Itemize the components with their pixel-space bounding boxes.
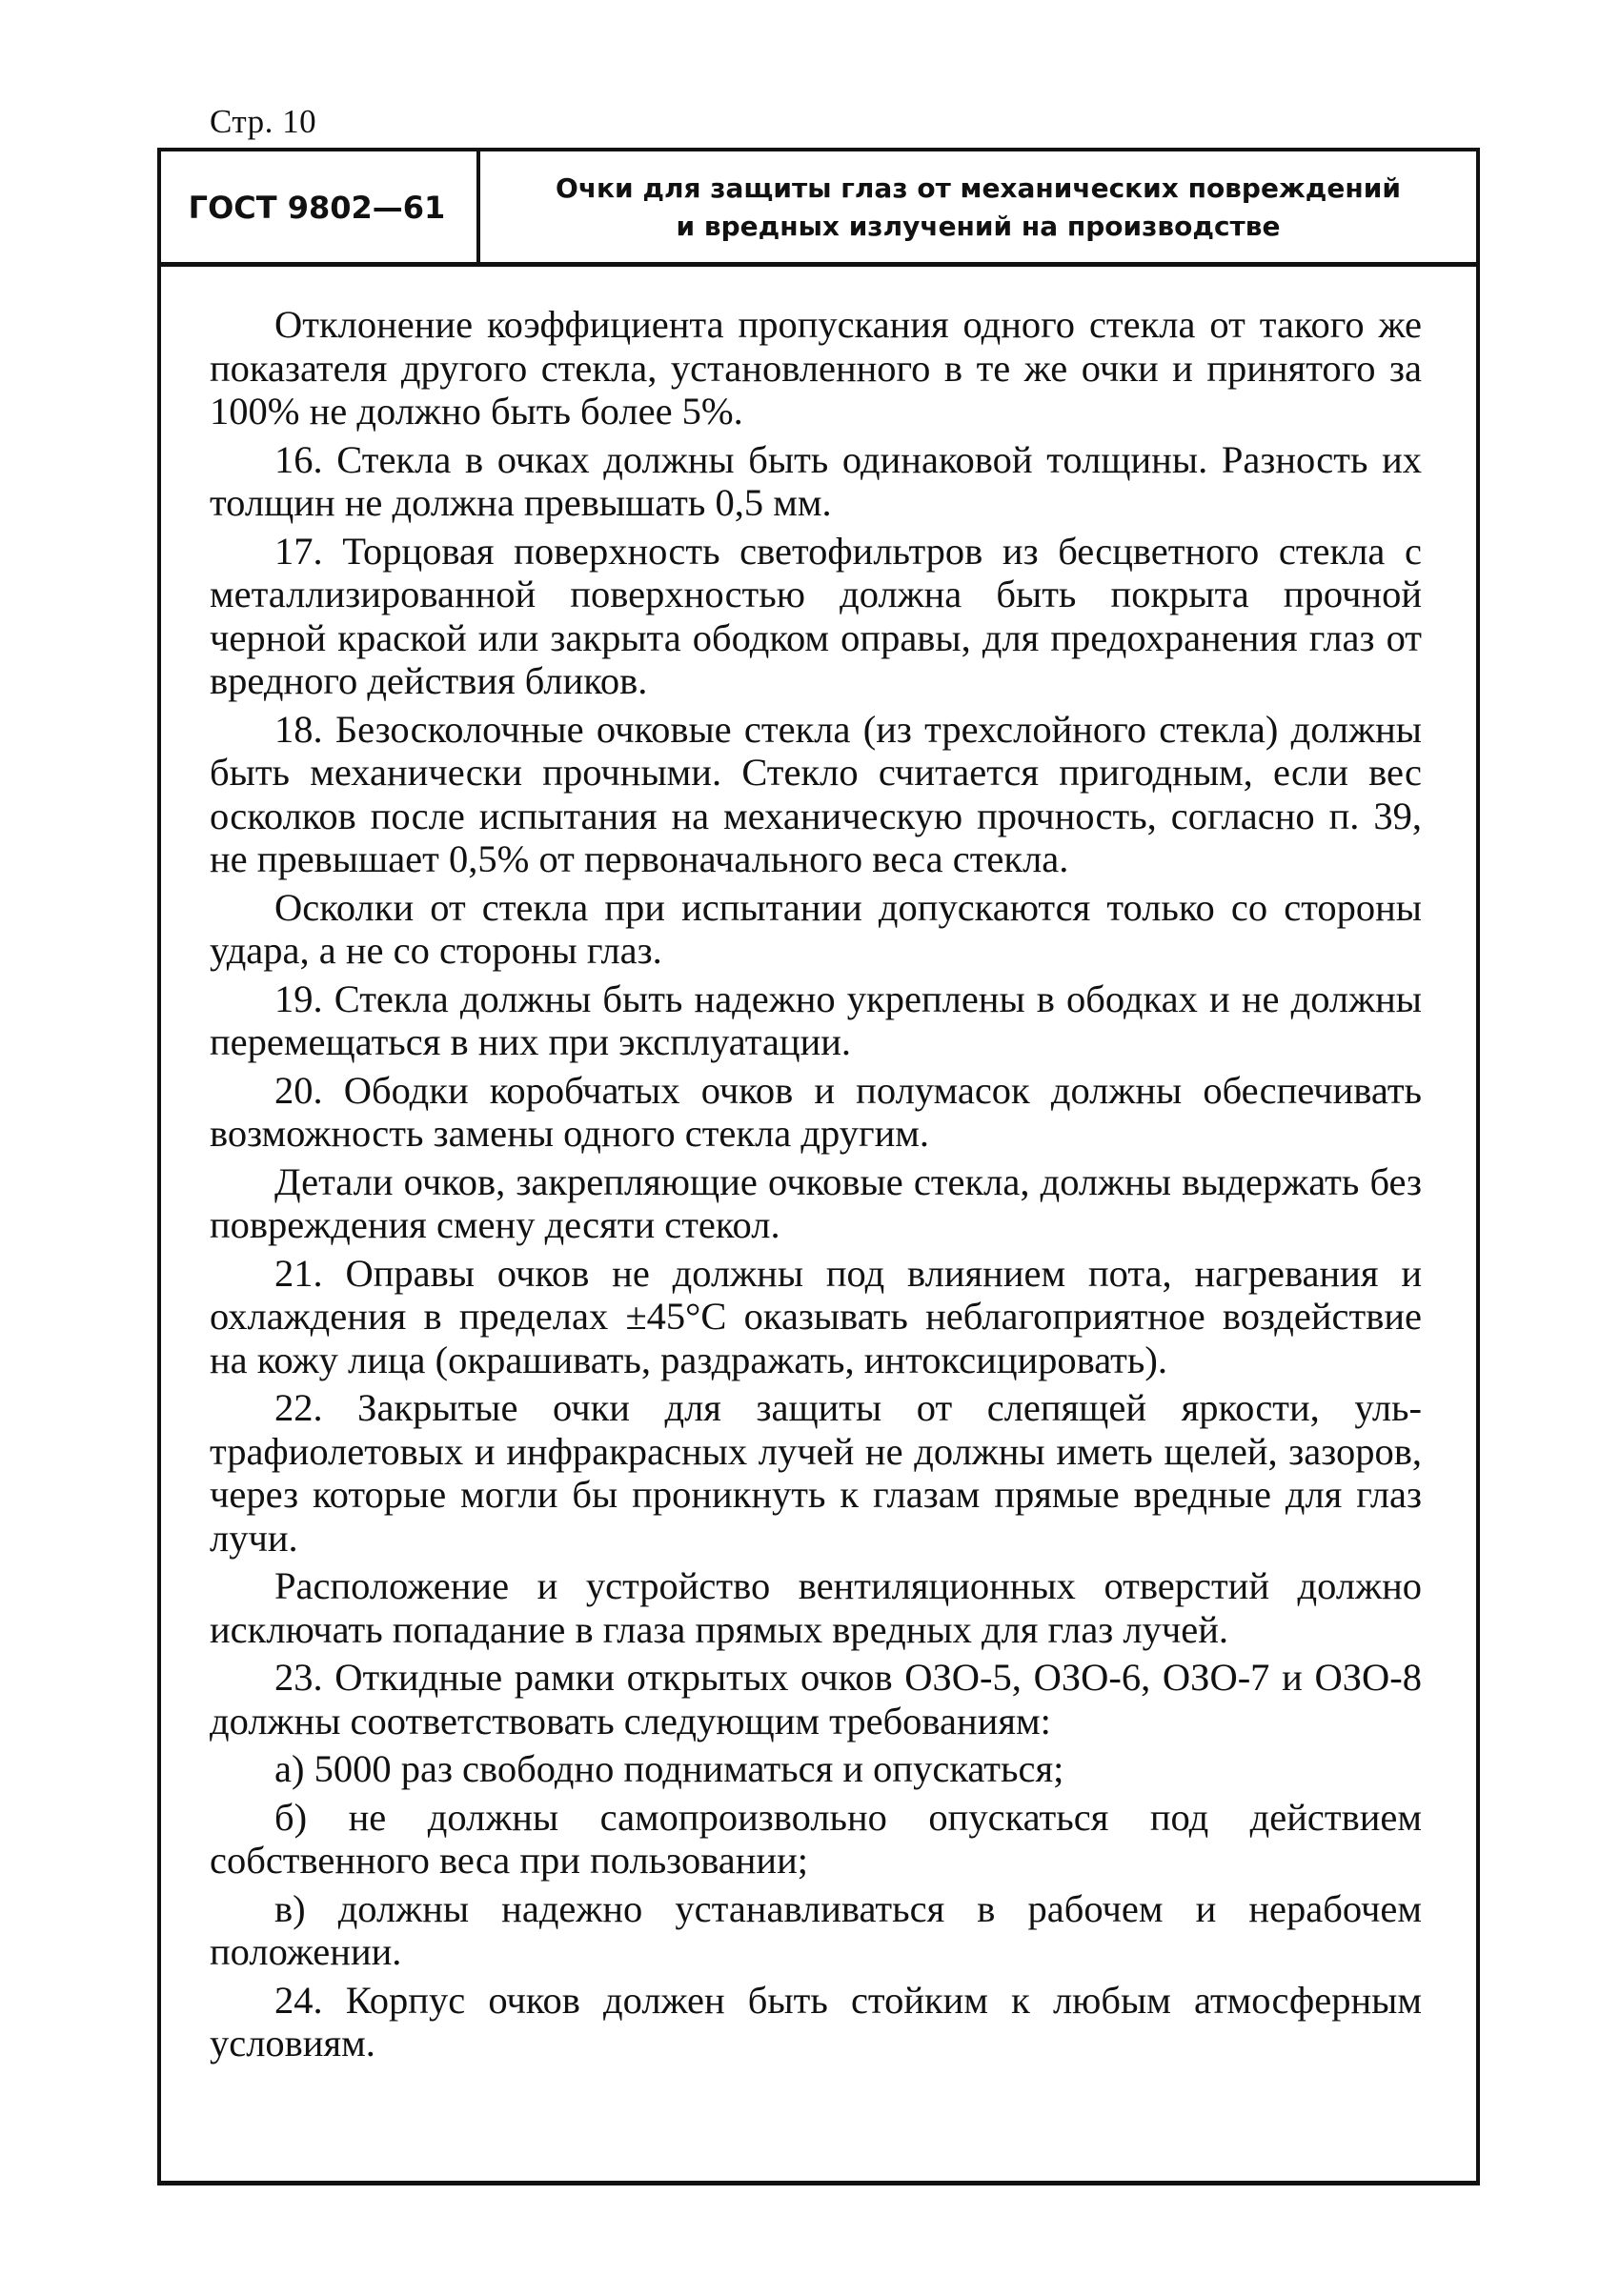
paragraph-16: 16. Стекла в очках должны быть одинаковой толщины. Разность их толщин не должна превышать 0,5 мм. — [210, 437, 1422, 524]
standard-title-line-2: и вредных излучений на производстве — [676, 210, 1281, 242]
frame-bottom-rule — [157, 2181, 1480, 2185]
header-bottom-rule — [157, 262, 1480, 267]
standard-code: ГОСТ 9802—61 — [188, 189, 446, 226]
paragraph-18-fragments: Осколки от стекла при испытании допускаются только со стороны удара, а не со стороны глаз. — [210, 885, 1422, 972]
paragraph-24: 24. Корпус очков должен быть стойким к любым атмосферным условиям. — [210, 1978, 1422, 2064]
document-body — [210, 303, 1422, 2070]
paragraph-22: 22. Закрытые очки для защиты от слепящей яркости, ультрафиолетовых и инфракрасных лучей не должны иметь щелей, зазоров, через которые могли бы проникнуть к глазам прямые вредные для глаз лучи. — [210, 1386, 1422, 1560]
paragraph-21: 21. Оправы очков не должны под влиянием пота, нагревания и охлаждения в пределах ±45°С оказывать неблагоприятное воздействие на кожу лица (окрашивать, раздражать, интоксицировать). — [210, 1251, 1422, 1381]
paragraph-transmission-deviation: Отклонение коэффициента пропускания одного стекла от такого же показателя другого стекла, установленного в те же очки и принятого за 100% не должно быть более 5%. — [210, 303, 1422, 433]
paragraph-17: 17. Торцовая поверхность светофильтров из бесцветного стекла с металлизированной поверхностью должна быть покрыта прочной черной краской или закрыта ободком оправы, для предохранения глаз от вредного действия бликов. — [210, 529, 1422, 702]
paragraph-22-ventilation: Расположение и устройство вентиляционных отверстий должно исключать попадание в глаза прямых вредных для глаз лучей. — [210, 1564, 1422, 1651]
standard-title-line-1: Очки для защиты глаз от механических повреждений — [556, 171, 1401, 204]
paragraph-23-item-c: в) должны надежно устанавливаться в рабочем и нерабочем положении. — [210, 1886, 1422, 1973]
header-top-rule — [157, 148, 1480, 151]
paragraph-20-details: Детали очков, закрепляющие очковые стекла, должны выдержать без повреждения смену десяти стекол. — [210, 1159, 1422, 1246]
standard-title — [480, 152, 1476, 262]
page-number: Стр. 10 — [210, 103, 317, 140]
paragraph-23-item-a: а) 5000 раз свободно подниматься и опускаться; — [274, 1747, 1064, 1790]
paragraph-23: 23. Откидные рамки открытых очков ОЗО-5, ОЗО-6, ОЗО-7 и ОЗО-8 должны соответствовать следующим требованиям: — [210, 1656, 1422, 1742]
paragraph-19: 19. Стекла должны быть надежно укреплены в ободках и не должны перемещаться в них при эксплуатации. — [210, 977, 1422, 1063]
paragraph-23-item-b: б) не должны самопроизвольно опускаться под действием собственного веса при пользовании; — [210, 1795, 1422, 1882]
paragraph-20: 20. Ободки коробчатых очков и полумасок должны обеспечивать возможность замены одного стекла другим. — [210, 1068, 1422, 1155]
paragraph-18: 18. Безосколочные очковые стекла (из трехслойного стекла) должны быть механически прочными. Стекло считается пригодным, если вес осколков после испытания на механическую прочность, согласно п. 39, не превышает 0,5% от первоначального веса стекла. — [210, 707, 1422, 880]
